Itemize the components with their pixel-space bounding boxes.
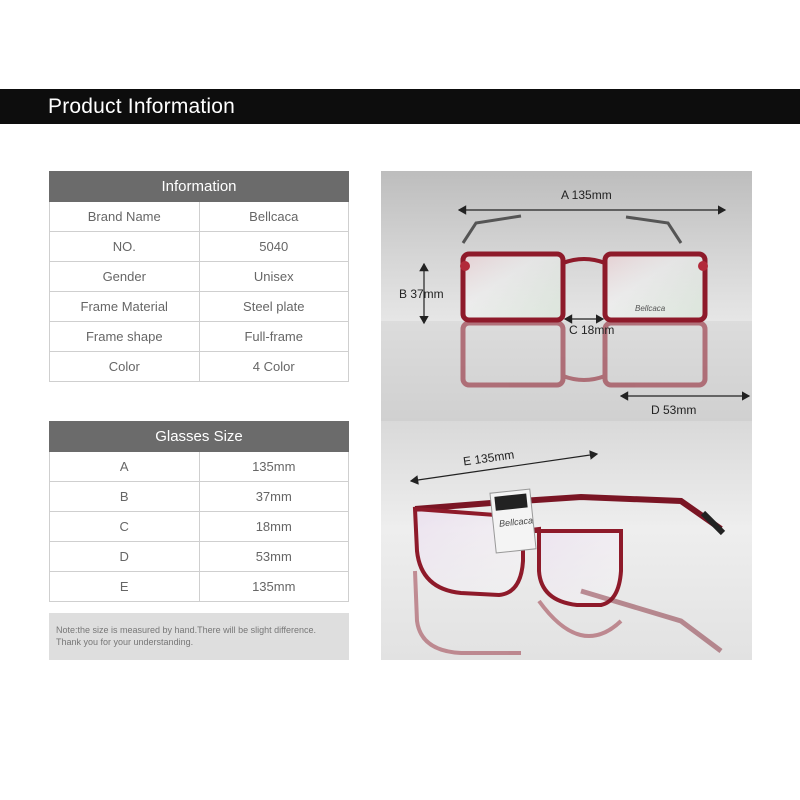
table-row: [50, 202, 349, 232]
brand-name-label: Brand Name: [50, 202, 200, 232]
table-row: [50, 232, 349, 262]
dimension-d-label: D 53mm: [651, 403, 697, 417]
page-title: Product Information: [48, 95, 236, 118]
frame-shape-label: Frame shape: [50, 322, 200, 352]
glasses-side-photo: [381, 421, 752, 660]
color-label: Color: [50, 352, 200, 382]
size-b-label: B: [50, 482, 200, 512]
information-table-title: Information: [50, 172, 349, 202]
table-row: [50, 542, 349, 572]
size-note-line-1: Note:the size is measured by hand.There will be slight difference.: [56, 625, 316, 635]
dimension-e-label: E 135mm: [462, 447, 516, 469]
glasses-side-illustration: [381, 421, 752, 660]
size-e-value: 135mm: [199, 572, 349, 602]
glasses-front-photo: [381, 171, 752, 421]
frame-shape-value: Full-frame: [199, 322, 349, 352]
gender-value: Unisex: [199, 262, 349, 292]
size-note-line-2: Thank you for your understanding.: [56, 637, 194, 647]
information-table-header: [50, 172, 349, 202]
size-b-value: 37mm: [199, 482, 349, 512]
model-number-value: 5040: [199, 232, 349, 262]
table-row: [50, 322, 349, 352]
size-d-label: D: [50, 542, 200, 572]
dimension-c-label: C 18mm: [569, 323, 615, 337]
information-table: [49, 171, 349, 382]
table-row: [50, 292, 349, 322]
table-row: [50, 452, 349, 482]
dimension-b-label: B 37mm: [399, 287, 444, 301]
color-value: 4 Color: [199, 352, 349, 382]
frame-material-label: Frame Material: [50, 292, 200, 322]
header-band: [0, 89, 800, 124]
side-lens-brand-text: Bellcaca: [498, 515, 534, 529]
size-d-value: 53mm: [199, 542, 349, 572]
left-lens: [463, 254, 563, 320]
frame-material-value: Steel plate: [199, 292, 349, 322]
lens-brand-text: Bellcaca: [635, 304, 666, 313]
model-number-label: NO.: [50, 232, 200, 262]
table-row: [50, 512, 349, 542]
table-row: [50, 572, 349, 602]
size-c-label: C: [50, 512, 200, 542]
table-row: [50, 352, 349, 382]
size-a-value: 135mm: [199, 452, 349, 482]
brand-name-value: Bellcaca: [199, 202, 349, 232]
size-a-label: A: [50, 452, 200, 482]
table-row: [50, 262, 349, 292]
glasses-size-table-header: [50, 422, 349, 452]
dimension-a-label: A 135mm: [561, 188, 612, 202]
glasses-size-table-title: Glasses Size: [50, 422, 349, 452]
glasses-size-table: [49, 421, 349, 602]
size-c-value: 18mm: [199, 512, 349, 542]
gender-label: Gender: [50, 262, 200, 292]
table-row: [50, 482, 349, 512]
side-right-lens: [523, 529, 621, 605]
size-note: [49, 613, 349, 660]
size-e-label: E: [50, 572, 200, 602]
